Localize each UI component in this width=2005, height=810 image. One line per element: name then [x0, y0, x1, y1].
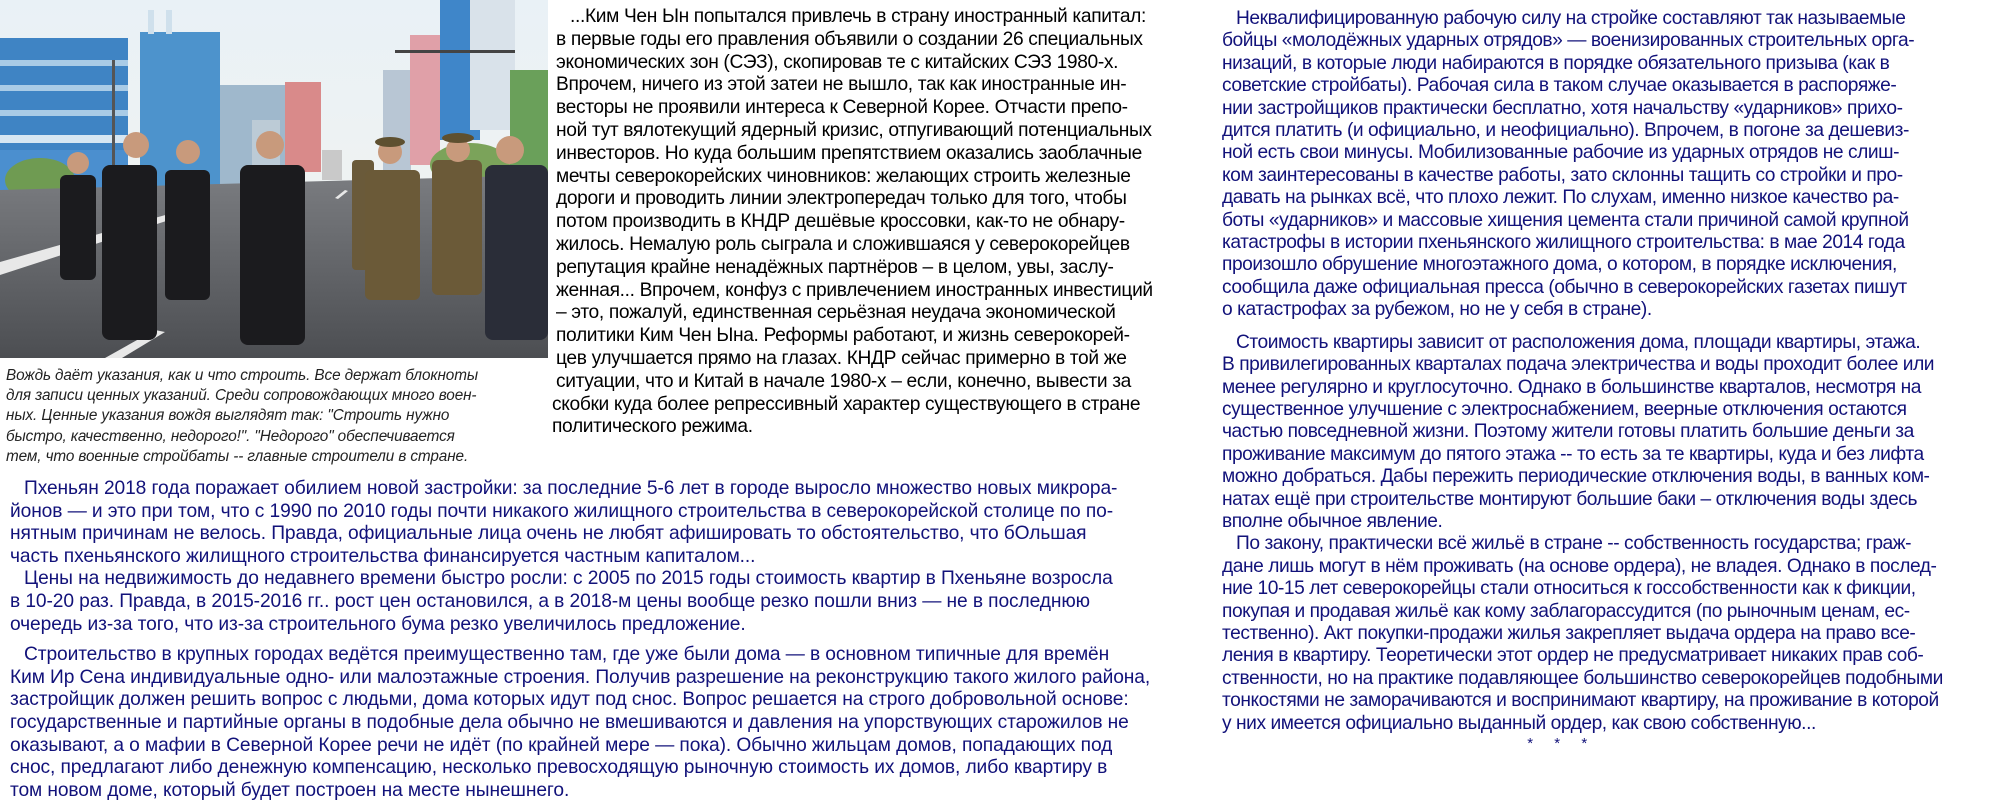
text-line: ной есть свои минусы. Мобилизованные рабочие из ударных отрядов не слиш-	[1222, 142, 1900, 164]
text-line: часть пхеньянского жилищного строительства финансируется частным капиталом...	[10, 545, 756, 567]
paragraph	[10, 568, 1200, 636]
text-line: в первые годы его правления объявили о создании 26 специальных	[556, 28, 1143, 50]
caption-line: ных. Ценные указания вождя выглядят так: "Строить нужно	[6, 407, 450, 425]
text-line: существенное улучшение с электроснабжением, веерные отключения остаются	[1222, 398, 1907, 420]
photo-caption	[6, 366, 546, 467]
text-line: давать на рынках всё, что плохо лежит. По слухам, именно низкое качество ра-	[1222, 187, 1899, 209]
article-photo	[0, 0, 548, 358]
text-line: дороги и проводить линии электропередач только для того, чтобы	[556, 188, 1127, 210]
text-line: По закону, практически всё жильё в стране -- собственность государства; граж-	[1236, 533, 1912, 555]
caption-line: быстро, качественно, недорого!". "Недорого" обеспечивается	[6, 427, 455, 445]
text-line: частью повседневной жизни. Поэтому жители готовы платить большие деньги за	[1222, 421, 1914, 443]
text-line: инвесторов. Но куда большим препятствием оказались заоблачные	[556, 142, 1142, 164]
text-line: сообщила даже официальная пресса (обычно в северокорейских газетах пишут	[1222, 276, 1907, 298]
text-line: политики Ким Чен Ына. Реформы работают, и жизнь северокорей-	[556, 325, 1130, 347]
text-line: Ким Ир Сена индивидуальные одно- или малоэтажные строения. Получив разрешение на реконструкцию такого жилого района,	[10, 666, 1151, 688]
text-line: Строительство в крупных городах ведётся преимущественно там, где уже были дома — в основном типичные для времён	[24, 644, 1110, 666]
text-line: скобки куда более репрессивный характер существующего в стране	[552, 393, 1141, 415]
text-line: ...Ким Чен Ын попытался привлечь в страну иностранный капитал:	[570, 6, 1146, 27]
text-line: – это, пожалуй, единственная серьёзная неудача экономической	[556, 302, 1116, 324]
text-line: вполне обычное явление.	[1222, 510, 1443, 532]
text-line: застройщик должен решить вопрос с людьми, дома которых идут под снос. Вопрос решается на строго добровольной основе:	[10, 689, 1129, 711]
text-line: тественно). Акт покупки-продажи жилья закрепляет выдача ордера на право все-	[1222, 622, 1916, 644]
text-line: боты «ударников» и массовые хищения цемента стали причиной самой крупной	[1222, 209, 1909, 231]
text-line: произошло обрушение многоэтажного дома, о котором, в порядке исключения,	[1222, 254, 1897, 276]
text-line: ной тут вялотекущий ядерный кризис, отпугивающий потенциальных	[556, 119, 1152, 141]
paragraph	[10, 644, 1200, 802]
right-column-text	[1222, 8, 2002, 753]
text-line: снос, предлагают либо денежную компенсацию, несколько превосходящую рыночную стоимость их домов, либо квартиру в	[10, 757, 1108, 779]
text-line: Стоимость квартиры зависит от расположения дома, площади квартиры, этажа.	[1236, 331, 1921, 353]
text-line: бойцы «молодёжных ударных отрядов» — военизированных строительных орга-	[1222, 30, 1915, 52]
text-line: весторы не проявили интереса к Северной Корее. Отчасти препо-	[556, 97, 1128, 119]
text-line: оказывают, а о мафии в Северной Корее речи не идёт (по крайней мере — пока). Обычно жильцам домов, попадающих под	[10, 734, 1113, 756]
text-line: Пхеньян 2018 года поражает обилием новой застройки: за последние 5-6 лет в городе выросло множество новых микрора-	[24, 478, 1118, 499]
text-line: ситуации, что и Китай в начале 1980-х – если, конечно, вывести за	[556, 370, 1131, 392]
text-line: покупая и продавая жильё как кому заблагорассудится (по рыночным ценам, ес-	[1222, 600, 1910, 622]
text-line: мечты северокорейских чиновников: желающих строить железные	[556, 165, 1131, 187]
text-line: ние 10-15 лет северокорейцы стали относиться к госсобственности как к фикции,	[1222, 578, 1916, 600]
section-separator: * * *	[1527, 735, 1587, 752]
text-line: катастрофы в истории пхеньянского жилищного строительства: в мае 2014 года	[1222, 232, 1905, 254]
text-line: нятным причинам не велось. Правда, официальные лица очень не любят афишировать то обстоятельство, что бОльшая	[10, 523, 1087, 545]
text-line: Цены на недвижимость до недавнего времени быстро росли: с 2005 по 2015 годы стоимость квартир в Пхеньяне возросла	[24, 568, 1113, 590]
text-line: в 10-20 раз. Правда, в 2015-2016 гг.. рост цен остановился, а в 2018-м цены вообще резко пошли вниз — не в последнюю	[10, 590, 1090, 612]
text-line: дане лишь могут в нём проживать (на основе ордера), не владея. Однако в послед-	[1222, 555, 1937, 577]
photo-image	[0, 0, 548, 358]
text-line: проживание максимум до пятого этажа -- то есть за те квартиры, куда и без лифта	[1222, 443, 1924, 465]
text-line: тонкостями не заморачиваются и воспринимают квартиру, на проживание в которой	[1222, 690, 1939, 712]
text-line: ственности, но на практике подавляющее большинство северокорейцев подобными	[1222, 667, 1943, 689]
building-pink	[285, 82, 321, 172]
text-line: очередь из-за того, что из-за строительного бума резко увеличилось предложение.	[10, 613, 746, 635]
text-line: можно добраться. Дабы пережить периодические отключения воды, в ванных ком-	[1222, 466, 1930, 488]
text-line: Неквалифицированную рабочую силу на стройке составляют так называемые	[1236, 8, 1906, 29]
text-line: государственные и партийные органы в подобные дела обычно не вмешиваются и давления на упорствующих старожилов не	[10, 711, 1129, 733]
text-line: том новом доме, который будет построен на месте нынешнего.	[10, 779, 570, 801]
text-line: ления в квартиру. Теоретически этот ордер не предусматривает никаких прав соб-	[1222, 645, 1924, 667]
caption-line: тем, что военные стройбаты -- главные строители в стране.	[6, 447, 469, 465]
text-line: цев улучшается прямо на глазах. КНДР сейчас примерно в той же	[556, 347, 1127, 369]
text-line: репутация крайне ненадёжных партнёров – в целом, увы, заслу-	[556, 256, 1114, 278]
paragraph	[1222, 8, 2002, 322]
text-line: дится платить (и официально, и неофициально). Впрочем, в погоне за дешевиз-	[1222, 120, 1909, 142]
text-line: менее регулярно и круглосуточно. Однако в большинстве кварталов, несмотря на	[1222, 376, 1921, 398]
caption-line: Вождь даёт указания, как и что строить. Все держат блокноты	[6, 367, 479, 384]
middle-column-text	[552, 6, 1192, 439]
lower-left-text	[10, 478, 1200, 802]
caption-line: для записи ценных указаний. Среди сопровождающих много воен-	[6, 387, 477, 405]
paragraph	[1222, 533, 2002, 735]
text-line: советские стройбаты). Рабочая сила в таком случае оказывается в распоряже-	[1222, 75, 1897, 97]
text-line: потом производить в КНДР дешёвые кроссовки, как-то не обнару-	[556, 211, 1125, 233]
text-line: экономических зон (СЭЗ), скопировав те с китайских СЭЗ 1980-х.	[556, 51, 1119, 73]
text-line: йонов — и это при том, что с 1990 по 2010 годы почти никакого жилищного строительства в северокорейской столице по по-	[10, 500, 1113, 522]
text-line: В привилегированных кварталах подача электричества и воды проходит более или	[1222, 354, 1935, 376]
paragraph	[10, 478, 1200, 568]
text-line: у них имеется официально выданный ордер, как свою собственную...	[1222, 712, 1816, 734]
text-line: женная... Впрочем, конфуз с привлечением иностранных инвестиций	[556, 279, 1153, 301]
text-line: Впрочем, ничего из этой затеи не вышло, так как иностранные ин-	[556, 74, 1127, 96]
text-line: нии застройщиков практически бесплатно, хотя начальству «ударников» прихо-	[1222, 97, 1903, 119]
text-line: политического режима.	[552, 416, 753, 438]
text-line: натах ещё при строительстве монтируют большие баки – отключения воды здесь	[1222, 488, 1918, 510]
text-line: жилось. Немалую роль сыграла и сложившаяся у северокорейцев	[556, 233, 1130, 255]
text-line: низаций, в которые люди набираются в порядке обязательного призыва (как в	[1222, 52, 1890, 74]
text-line: о катастрофах за рубежом, но не у себя в стране).	[1222, 299, 1652, 321]
paragraph	[1222, 332, 2002, 534]
text-line: ком заинтересованы в качестве работы, зато склонны тащить со стройки и про-	[1222, 164, 1903, 186]
